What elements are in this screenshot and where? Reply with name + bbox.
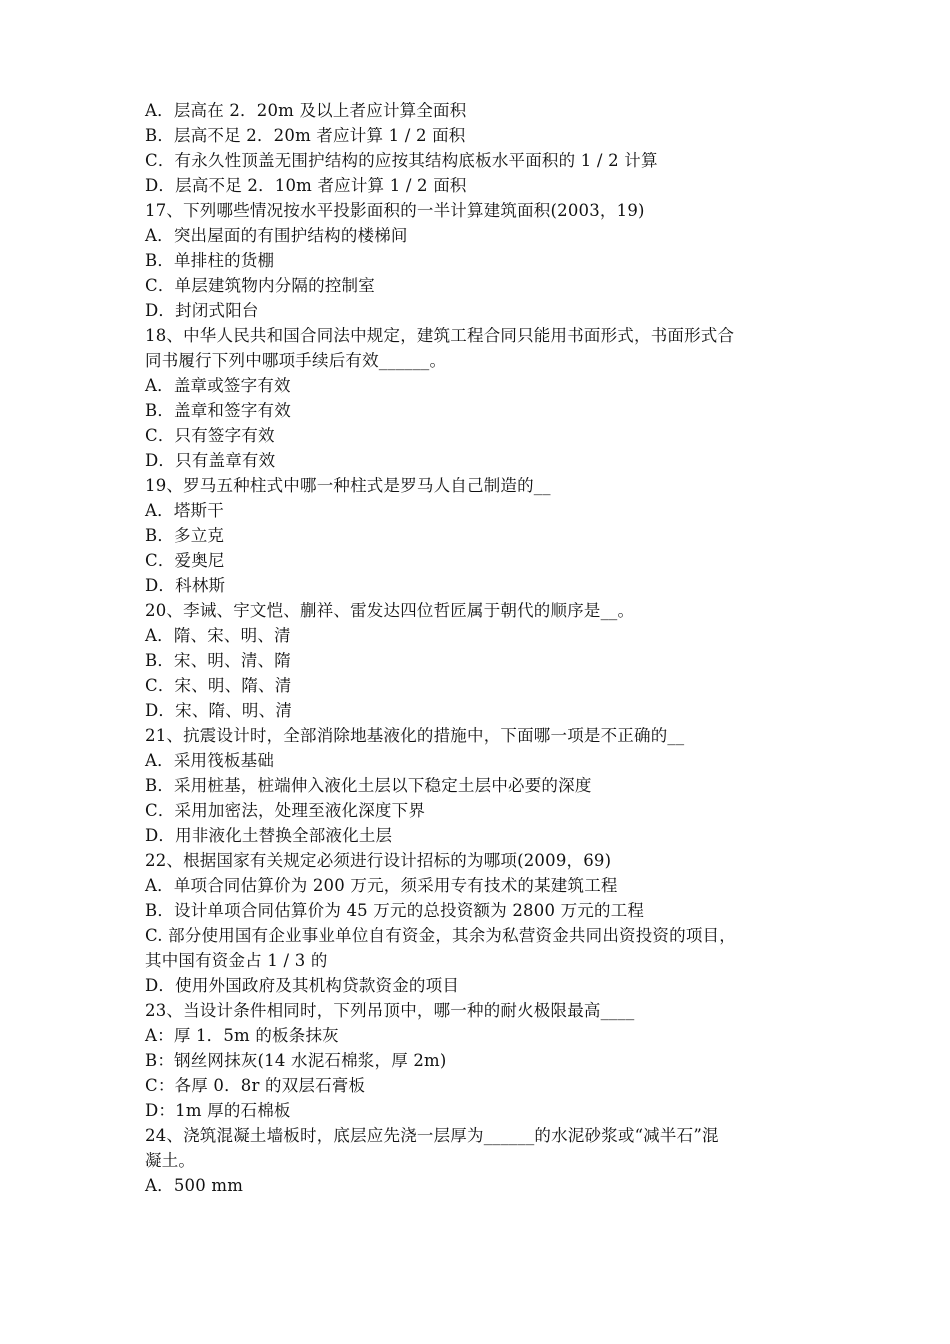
question-24-continued: 凝土。 <box>145 1151 196 1170</box>
option-line: B．宋、明、清、隋 <box>145 651 291 670</box>
option-line: D．只有盖章有效 <box>145 451 276 470</box>
option-line-continued: 其中国有资金占 1 / 3 的 <box>145 951 328 970</box>
option-line: B．多立克 <box>145 526 225 545</box>
option-line: B．盖章和签字有效 <box>145 401 291 420</box>
option-line: A．层高在 2．20m 及以上者应计算全面积 <box>145 101 467 120</box>
document-page <box>145 98 815 1198</box>
option-line: C．采用加密法，处理至液化深度下界 <box>145 801 426 820</box>
option-line: A．盖章或签字有效 <box>145 376 291 395</box>
option-line: D．科林斯 <box>145 576 226 595</box>
question-17: 17、下列哪些情况按水平投影面积的一半计算建筑面积(2003，19) <box>145 201 645 220</box>
question-21: 21、抗震设计时，全部消除地基液化的措施中，下面哪一项是不正确的__ <box>145 726 685 745</box>
question-18: 18、中华人民共和国合同法中规定，建筑工程合同只能用书面形式，书面形式合 <box>145 326 735 345</box>
option-line: C．宋、明、隋、清 <box>145 676 292 695</box>
option-line: D．使用外国政府及其机构贷款资金的项目 <box>145 976 460 995</box>
option-line: D：1m 厚的石棉板 <box>145 1101 291 1120</box>
option-line: A：厚 1．5m 的板条抹灰 <box>145 1026 339 1045</box>
option-line: C．只有签字有效 <box>145 426 275 445</box>
option-line: A．塔斯干 <box>145 501 224 520</box>
question-19: 19、罗马五种柱式中哪一种柱式是罗马人自己制造的__ <box>145 476 551 495</box>
option-line: B：钢丝网抹灰(14 水泥石棉浆，厚 2m) <box>145 1051 447 1070</box>
option-line: A．500 mm <box>145 1176 244 1195</box>
option-line: C．有永久性顶盖无围护结构的应按其结构底板水平面积的 1 / 2 计算 <box>145 151 658 170</box>
question-23: 23、当设计条件相同时，下列吊顶中，哪一种的耐火极限最高____ <box>145 1001 635 1020</box>
option-line: B．单排柱的货棚 <box>145 251 275 270</box>
question-24: 24、浇筑混凝土墙板时，底层应先浇一层厚为______的水泥砂浆或“减半石”混 <box>145 1126 719 1145</box>
question-18-continued: 同书履行下列中哪项手续后有效______。 <box>145 351 447 370</box>
option-line: D．封闭式阳台 <box>145 301 259 320</box>
option-line: B．采用桩基，桩端伸入液化土层以下稳定土层中必要的深度 <box>145 776 592 795</box>
question-22: 22、根据国家有关规定必须进行设计招标的为哪项(2009，69) <box>145 851 612 870</box>
option-line: D．宋、隋、明、清 <box>145 701 293 720</box>
option-line: A．采用筏板基础 <box>145 751 275 770</box>
option-line: A．隋、宋、明、清 <box>145 626 291 645</box>
option-line: C．爱奥尼 <box>145 551 225 570</box>
option-line: C：各厚 0．8r 的双层石膏板 <box>145 1076 366 1095</box>
option-line: D．用非液化土替换全部液化土层 <box>145 826 393 845</box>
option-line: D．层高不足 2．10m 者应计算 1 / 2 面积 <box>145 176 467 195</box>
option-line: B．层高不足 2．20m 者应计算 1 / 2 面积 <box>145 126 466 145</box>
option-line: A．突出屋面的有围护结构的楼梯间 <box>145 226 408 245</box>
question-20: 20、李诫、宇文恺、蒯祥、雷发达四位哲匠属于朝代的顺序是__。 <box>145 601 635 620</box>
option-line: C. 部分使用国有企业事业单位自有资金，其余为私营资金共同出资投资的项目， <box>145 926 736 945</box>
option-line: C．单层建筑物内分隔的控制室 <box>145 276 375 295</box>
option-line: B．设计单项合同估算价为 45 万元的总投资额为 2800 万元的工程 <box>145 901 645 920</box>
option-line: A．单项合同估算价为 200 万元，须采用专有技术的某建筑工程 <box>145 876 618 895</box>
